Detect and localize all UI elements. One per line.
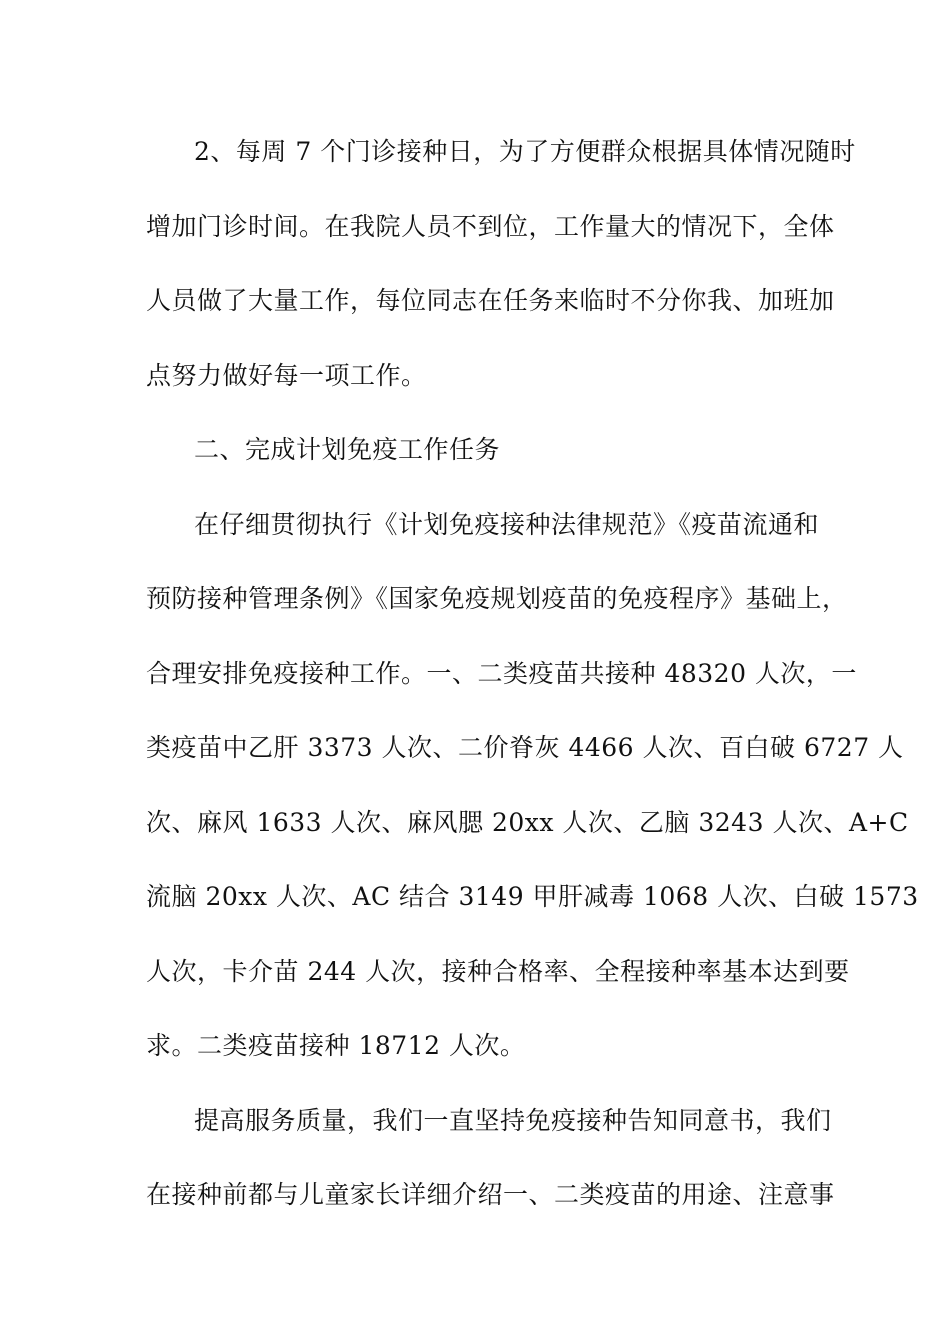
paragraph-line: 求。二类疫苗接种 18712 人次。 — [146, 1031, 526, 1060]
section-heading: 二、完成计划免疫工作任务 — [194, 435, 501, 464]
paragraph-line: 预防接种管理条例》《国家免疫规划疫苗的免疫程序》基础上， — [146, 584, 848, 613]
paragraph-line: 流脑 20xx 人次、AC 结合 3149 甲肝减毒 1068 人次、白破 1573 — [146, 882, 919, 911]
paragraph-line: 合理安排免疫接种工作。一、二类疫苗共接种 48320 人次，一 — [146, 659, 857, 688]
paragraph-line: 2、每周 7 个门诊接种日，为了方便群众根据具体情况随时 — [194, 137, 856, 166]
paragraph-line: 人次，卡介苗 244 人次，接种合格率、全程接种率基本达到要 — [146, 957, 850, 986]
paragraph-line: 在仔细贯彻执行《计划免疫接种法律规范》《疫苗流通和 — [194, 510, 820, 539]
paragraph-line: 在接种前都与儿童家长详细介绍一、二类疫苗的用途、注意事 — [146, 1180, 835, 1209]
paragraph-line: 类疫苗中乙肝 3373 人次、二价脊灰 4466 人次、百白破 6727 人 — [146, 733, 904, 762]
paragraph-line: 点努力做好每一项工作。 — [146, 361, 427, 390]
paragraph-line: 次、麻风 1633 人次、麻风腮 20xx 人次、乙脑 3243 人次、A+C — [146, 808, 909, 837]
paragraph-line: 提高服务质量，我们一直坚持免疫接种告知同意书，我们 — [194, 1106, 832, 1135]
paragraph-line: 增加门诊时间。在我院人员不到位，工作量大的情况下，全体 — [146, 212, 835, 241]
paragraph-line: 人员做了大量工作，每位同志在任务来临时不分你我、加班加 — [146, 286, 835, 315]
